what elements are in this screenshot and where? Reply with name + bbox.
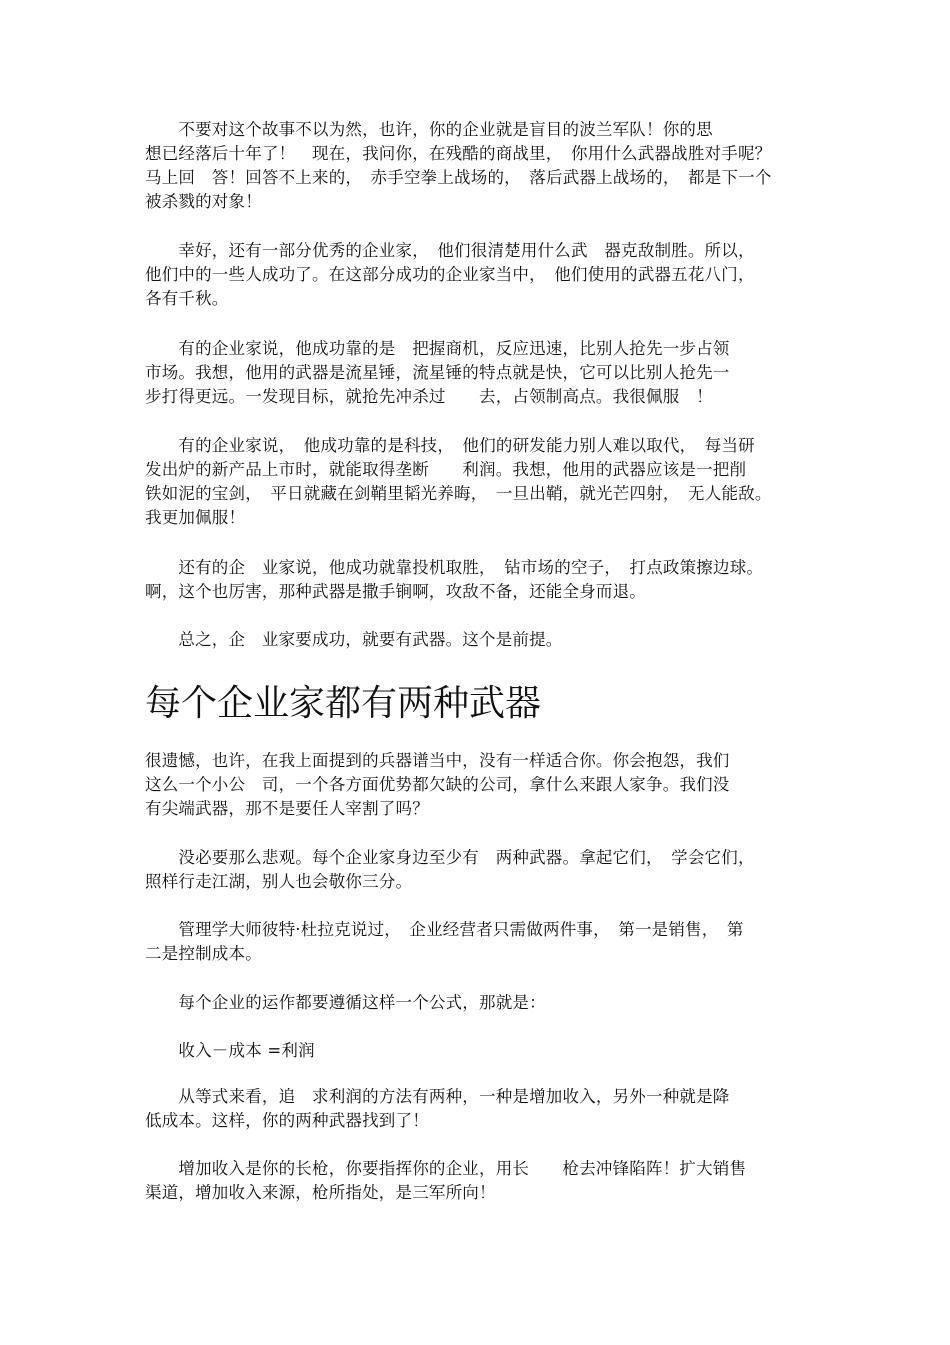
text-line: 增加收入是你的长枪，你要指挥你的企业，用长 枪去冲锋陷阵！扩大销售 <box>145 1159 747 1178</box>
text-line: 市场。我想，他用的武器是流星锤，流星锤的特点就是快，它可以比别人抢先一 <box>145 363 730 382</box>
section-heading: 每个企业家都有两种武器 <box>145 683 542 724</box>
text-line: 马上回 答！回答不上来的， 赤手空拳上战场的， 落后武器上战场的， 都是下一个 <box>145 168 772 187</box>
text-line: 渠道，增加收入来源，枪所指处，是三军所向！ <box>145 1183 496 1202</box>
text-line: 很遗憾，也许，在我上面提到的兵器谱当中，没有一样适合你。你会抱怨，我们 <box>145 751 730 770</box>
text-line: 每个企业的运作都要遵循这样一个公式，那就是： <box>145 993 546 1012</box>
text-line: 有的企业家说，他成功靠的是 把握商机，反应迅速，比别人抢先一步占领 <box>145 339 730 358</box>
text-line: 从等式来看，追 求利润的方法有两种，一种是增加收入，另外一种就是降 <box>145 1087 730 1106</box>
text-line: 步打得更远。一发现目标，就抢先冲杀过 去，占领制高点。我很佩服 ！ <box>145 387 713 406</box>
text-line: 发出炉的新产品上市时，就能取得垄断 利润。我想，他用的武器应该是一把削 <box>145 460 747 479</box>
text-line: 总之，企 业家要成功，就要有武器。这个是前提。 <box>145 630 563 649</box>
text-line: 被杀戮的对象！ <box>145 192 262 211</box>
text-line: 想已经落后十年了！ 现在，我问你，在残酷的商战里， 你用什么武器战胜对手呢？ <box>145 144 772 163</box>
text-line: 他们中的一些人成功了。在这部分成功的企业家当中， 他们使用的武器五花八门， <box>145 265 755 284</box>
text-line: 低成本。这样，你的两种武器找到了！ <box>145 1111 429 1130</box>
text-line: 没必要那么悲观。每个企业家身边至少有 两种武器。拿起它们， 学会它们， <box>145 848 755 867</box>
text-line: 幸好，还有一部分优秀的企业家， 他们很清楚用什么武 器克敌制胜。所以， <box>145 241 755 260</box>
text-line: 不要对这个故事不以为然，也许，你的企业就是盲目的波兰军队！你的思 <box>145 120 713 139</box>
text-line: 这么一个小公 司，一个各方面优势都欠缺的公司，拿什么来跟人家争。我们没 <box>145 775 730 794</box>
text-line: 照样行走江湖，别人也会敬你三分。 <box>145 872 413 891</box>
text-line: 有尖端武器，那不是要任人宰割了吗？ <box>145 799 429 818</box>
text-line: 管理学大师彼特·杜拉克说过， 企业经营者只需做两件事， 第一是销售， 第 <box>145 920 744 939</box>
text-line: 二是控制成本。 <box>145 944 262 963</box>
formula-line: 收入－成本 =利润 <box>145 1041 315 1060</box>
text-line: 有的企业家说， 他成功靠的是科技， 他们的研发能力别人难以取代， 每当研 <box>145 436 755 455</box>
text-line: 啊，这个也厉害，那种武器是撒手锏啊，攻敌不备，还能全身而退。 <box>145 582 646 601</box>
text-line: 各有千秋。 <box>145 289 229 308</box>
text-line: 铁如泥的宝剑， 平日就藏在剑鞘里韬光养晦， 一旦出鞘，就光芒四射， 无人能敌。 <box>145 484 772 503</box>
text-line: 我更加佩服！ <box>145 508 246 527</box>
text-line: 还有的企 业家说，他成功就靠投机取胜， 钻市场的空子， 打点政策擦边球。 <box>145 558 764 577</box>
